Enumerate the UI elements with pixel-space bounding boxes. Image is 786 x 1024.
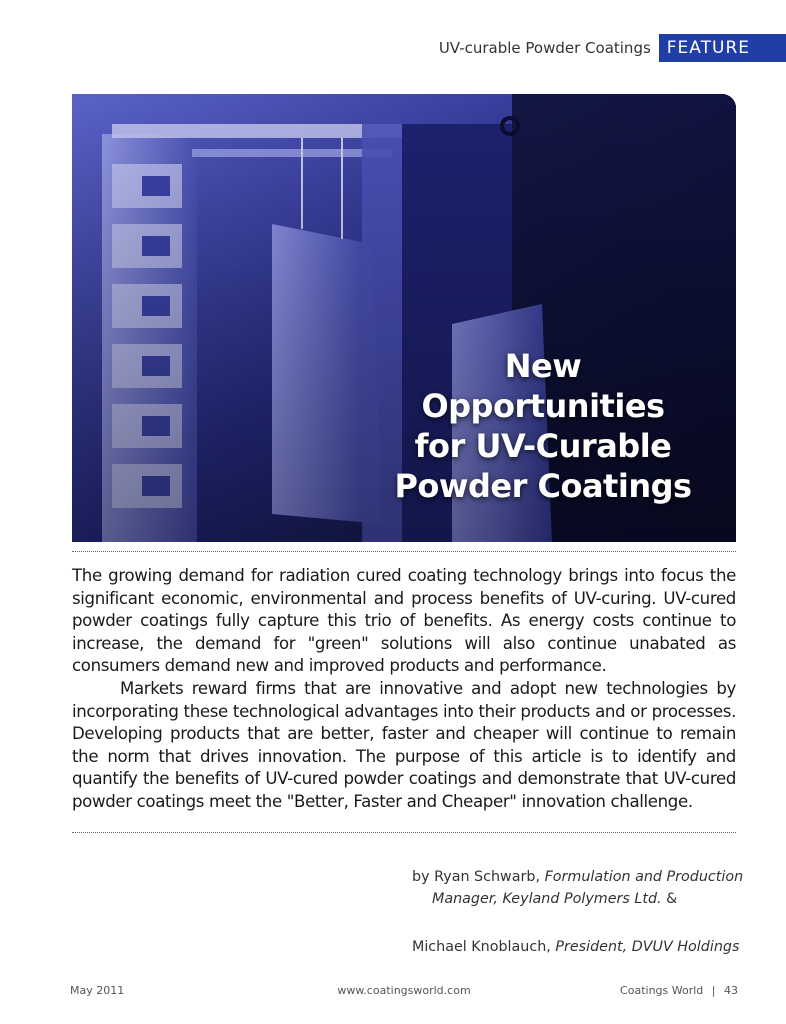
- author-1-continued: [412, 888, 752, 910]
- headline-line: New: [504, 347, 582, 385]
- footer-separator: |: [711, 984, 716, 997]
- website-url: www.coatingsworld.com: [337, 984, 471, 997]
- headline-line: for UV-Curable: [414, 427, 672, 465]
- author-1-role: Formulation and Production: [544, 869, 744, 885]
- section-title: UV-curable Powder Coatings: [438, 39, 651, 57]
- divider-top: [72, 551, 736, 552]
- author-1-affiliation: Manager, Keyland Polymers Ltd.: [432, 891, 662, 907]
- article-headline: [378, 346, 708, 506]
- page-info: [620, 984, 738, 997]
- author-1: [412, 866, 752, 888]
- author-byline: [412, 866, 752, 958]
- headline-line: Opportunities: [421, 387, 665, 425]
- author-2-role: President, DVUV Holdings: [555, 939, 740, 955]
- hero-image: [72, 94, 736, 542]
- intro-paragraph: Markets reward firms that are innovative and adopt new technologies by incorporating these technological advantages into their products and or processes. Developing products that are better, faster and cheaper will continue to remain the norm that drives innovation. The purpose of this article is to identify and quantify the benefits of UV-cured powder coatings and demonstrate that UV-cured powder coatings meet the "Better, Faster and Cheaper" innovation challenge.: [72, 678, 736, 811]
- issue-date: May 2011: [70, 984, 125, 997]
- article-intro: [72, 565, 736, 814]
- author-2: [412, 936, 752, 958]
- intro-paragraph: The growing demand for radiation cured coating technology brings into focus the significant economic, environmental and process benefits of UV-curing. UV-cured powder coatings fully capture this trio of benefits. As energy costs continue to increase, the demand for "green" solutions will also continue unabated as consumers demand new and improved products and performance.: [72, 566, 736, 676]
- page-number: 43: [724, 984, 738, 997]
- author-separator: &: [666, 891, 678, 907]
- author-2-name: Michael Knoblauch,: [412, 939, 551, 955]
- feature-tag: FEATURE: [659, 34, 786, 62]
- page-header: [439, 34, 786, 62]
- author-1-name: by Ryan Schwarb,: [412, 869, 541, 885]
- magazine-name: Coatings World: [620, 984, 704, 997]
- headline-line: Powder Coatings: [394, 467, 692, 505]
- divider-bottom: [72, 832, 736, 833]
